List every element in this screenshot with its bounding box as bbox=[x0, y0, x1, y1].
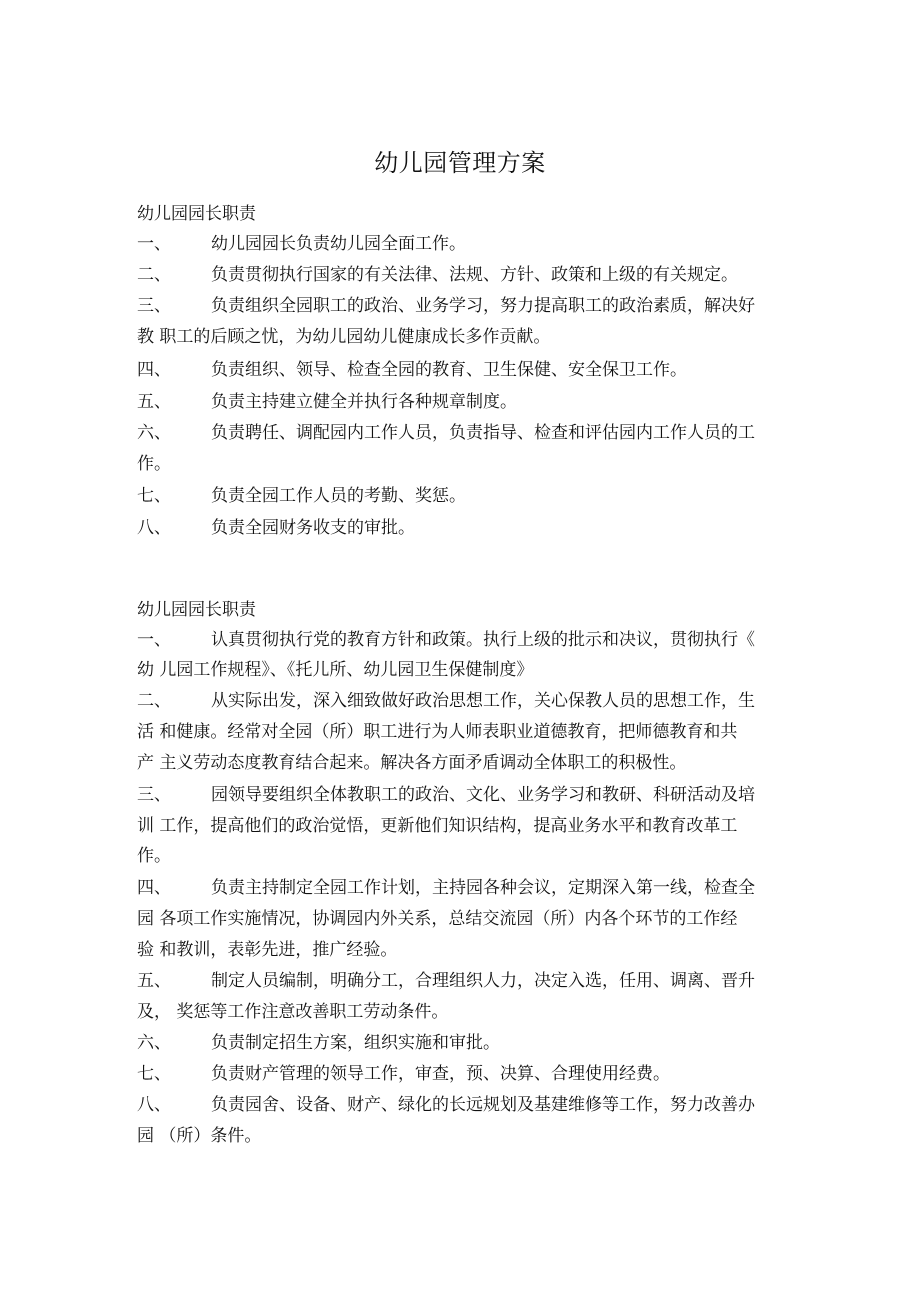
list-item: 七、 负责全园工作人员的考勤、奖惩。 bbox=[137, 486, 466, 506]
list-item: 三、 负责组织全园职工的政治、业务学习，努力提高职工的政治素质，解决好 bbox=[137, 296, 755, 316]
list-item-continuation: 验 和教训，表彰先进，推广经验。 bbox=[137, 940, 398, 960]
list-item: 八、 负责园舍、设备、财产、绿化的长远规划及基建维修等工作，努力改善办 bbox=[137, 1095, 755, 1115]
list-item-continuation: 园 各项工作实施情况，协调园内外关系，总结交流园（所）内各个环节的工作经 bbox=[137, 909, 738, 929]
list-item-continuation: 作。 bbox=[137, 846, 171, 866]
list-item-continuation: 幼 儿园工作规程》、《托儿所、幼儿园卫生保健制度》 bbox=[137, 660, 534, 680]
list-item: 二、 从实际出发，深入细致做好政治思想工作，关心保教人员的思想工作，生 bbox=[137, 691, 755, 711]
list-item-continuation: 园 （所）条件。 bbox=[137, 1126, 262, 1146]
list-item: 一、 幼儿园园长负责幼儿园全面工作。 bbox=[137, 234, 466, 254]
list-item-continuation: 教 职工的后顾之忧，为幼儿园幼儿健康成长多作贡献。 bbox=[137, 327, 551, 347]
list-item-continuation: 产 主义劳动态度教育结合起来。解决各方面矛盾调动全体职工的积极性。 bbox=[137, 753, 687, 773]
list-item: 三、 园领导要组织全体教职工的政治、文化、业务学习和教研、科研活动及培 bbox=[137, 785, 755, 805]
list-item: 五、 负责主持建立健全并执行各种规章制度。 bbox=[137, 392, 517, 412]
list-item: 七、 负责财产管理的领导工作，审查，预、决算、合理使用经费。 bbox=[137, 1064, 670, 1084]
section1-heading: 幼儿园园长职责 bbox=[137, 204, 256, 224]
list-item-continuation: 训 工作，提高他们的政治觉悟，更新他们知识结构，提高业务水平和教育改革工 bbox=[137, 816, 738, 836]
list-item: 一、 认真贯彻执行党的教育方针和政策。执行上级的批示和决议，贯彻执行《 bbox=[137, 630, 755, 650]
list-item: 五、 制定人员编制，明确分工，合理组织人力，决定入选，任用、调离、晋升 bbox=[137, 971, 755, 991]
list-item: 八、 负责全园财务收支的审批。 bbox=[137, 518, 415, 538]
list-item-continuation: 作。 bbox=[137, 454, 171, 474]
section2-heading: 幼儿园园长职责 bbox=[137, 600, 256, 620]
list-item: 六、 负责制定招生方案，组织实施和审批。 bbox=[137, 1033, 500, 1053]
list-item: 四、 负责组织、领导、检查全园的教育、卫生保健、安全保卫工作。 bbox=[137, 360, 687, 380]
list-item: 二、 负责贯彻执行国家的有关法律、法规、方针、政策和上级的有关规定。 bbox=[137, 265, 738, 285]
list-item: 四、 负责主持制定全园工作计划，主持园各种会议，定期深入第一线，检查全 bbox=[137, 878, 755, 898]
list-item-continuation: 活 和健康。经常对全园（所）职工进行为人师表职业道德教育，把师德教育和共 bbox=[137, 722, 738, 742]
document-title: 幼儿园管理方案 bbox=[374, 149, 546, 177]
list-item-continuation: 及， 奖惩等工作注意改善职工劳动条件。 bbox=[137, 1002, 449, 1022]
list-item: 六、 负责聘任、调配园内工作人员，负责指导、检查和评估园内工作人员的工 bbox=[137, 423, 755, 443]
